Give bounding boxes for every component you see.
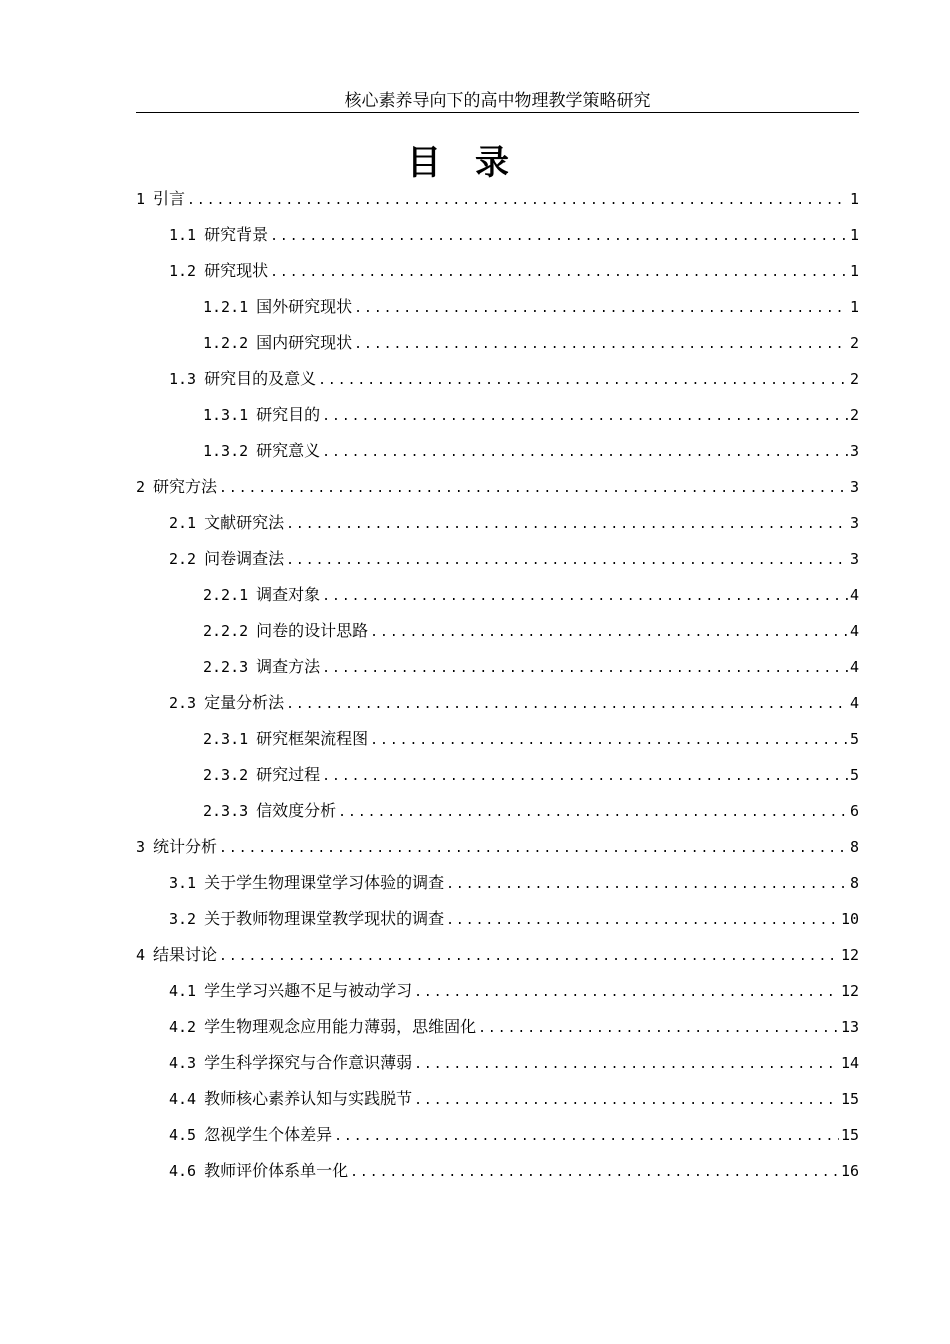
toc-entry-number: 2 <box>136 478 146 496</box>
header-rule <box>136 112 859 113</box>
toc-entry-page-number: 6 <box>849 802 859 820</box>
toc-entry-number: 3.2 <box>169 910 197 928</box>
toc-entry[interactable] <box>136 793 859 829</box>
toc-entry[interactable] <box>136 865 859 901</box>
dot-leader <box>322 651 848 687</box>
dot-leader <box>350 1155 839 1191</box>
dot-leader <box>322 435 848 471</box>
toc-entry-page-number: 4 <box>849 694 859 712</box>
toc-entry-label: 学生科学探究与合作意识薄弱 <box>204 1053 413 1072</box>
toc-entry[interactable] <box>136 217 859 253</box>
dot-leader <box>219 939 839 975</box>
toc-entry-label: 学生学习兴趣不足与被动学习 <box>204 981 413 1000</box>
dot-leader <box>219 471 848 507</box>
table-of-contents <box>136 181 859 1189</box>
page-title: 目录 <box>407 143 543 183</box>
toc-entry-page-number: 5 <box>849 766 859 784</box>
toc-entry[interactable] <box>136 937 859 973</box>
toc-entry-number: 1.3.2 <box>203 442 249 460</box>
toc-entry-page-number: 15 <box>840 1090 859 1108</box>
toc-entry-page-number: 1 <box>849 190 859 208</box>
toc-entry-label: 教师核心素养认知与实践脱节 <box>204 1089 413 1108</box>
dot-leader <box>478 1011 839 1047</box>
dot-leader <box>187 183 848 219</box>
toc-entry-page-number: 10 <box>840 910 859 928</box>
toc-entry-label: 文献研究法 <box>204 513 285 532</box>
toc-entry-label: 研究过程 <box>256 765 321 784</box>
toc-entry[interactable] <box>136 325 859 361</box>
toc-entry[interactable] <box>136 1045 859 1081</box>
toc-entry-label: 统计分析 <box>153 837 218 856</box>
toc-entry-page-number: 2 <box>849 370 859 388</box>
toc-entry-number: 2.2.3 <box>203 658 249 676</box>
toc-entry-number: 2.2 <box>169 550 197 568</box>
toc-entry-number: 2.1 <box>169 514 197 532</box>
toc-entry[interactable] <box>136 1117 859 1153</box>
toc-entry-label: 研究框架流程图 <box>256 729 369 748</box>
toc-entry-number: 1.2 <box>169 262 197 280</box>
toc-entry-label: 学生物理观念应用能力薄弱，思维固化 <box>204 1017 477 1036</box>
toc-entry-number: 2.2.2 <box>203 622 249 640</box>
toc-entry-number: 2.2.1 <box>203 586 249 604</box>
toc-entry-page-number: 16 <box>840 1162 859 1180</box>
dot-leader <box>446 903 839 939</box>
toc-entry-number: 2.3.3 <box>203 802 249 820</box>
toc-entry-page-number: 1 <box>849 226 859 244</box>
toc-entry[interactable] <box>136 253 859 289</box>
toc-entry[interactable] <box>136 721 859 757</box>
toc-entry-page-number: 12 <box>840 982 859 1000</box>
toc-entry-page-number: 12 <box>840 946 859 964</box>
toc-entry-label: 关于教师物理课堂教学现状的调查 <box>204 909 445 928</box>
toc-entry-number: 4.5 <box>169 1126 197 1144</box>
toc-entry-number: 4.3 <box>169 1054 197 1072</box>
toc-entry[interactable] <box>136 541 859 577</box>
toc-entry-label: 引言 <box>153 189 186 208</box>
dot-leader <box>446 867 848 903</box>
dot-leader <box>354 291 848 327</box>
toc-entry-label: 教师评价体系单一化 <box>204 1161 349 1180</box>
toc-entry[interactable] <box>136 1081 859 1117</box>
toc-entry[interactable] <box>136 469 859 505</box>
dot-leader <box>270 219 848 255</box>
dot-leader <box>286 543 848 579</box>
toc-entry[interactable] <box>136 181 859 217</box>
toc-entry[interactable] <box>136 361 859 397</box>
toc-entry-label: 调查方法 <box>256 657 321 676</box>
toc-entry-page-number: 3 <box>849 442 859 460</box>
toc-entry[interactable] <box>136 757 859 793</box>
toc-entry-number: 1.3 <box>169 370 197 388</box>
running-header: 核心素养导向下的高中物理教学策略研究 <box>344 91 651 111</box>
toc-entry-page-number: 14 <box>840 1054 859 1072</box>
toc-entry-number: 4.2 <box>169 1018 197 1036</box>
toc-entry[interactable] <box>136 649 859 685</box>
toc-entry-page-number: 1 <box>849 298 859 316</box>
dot-leader <box>286 507 848 543</box>
toc-entry-label: 研究背景 <box>204 225 269 244</box>
toc-entry-page-number: 5 <box>849 730 859 748</box>
dot-leader <box>322 759 848 795</box>
toc-entry[interactable] <box>136 829 859 865</box>
toc-entry-page-number: 4 <box>849 622 859 640</box>
toc-entry[interactable] <box>136 397 859 433</box>
toc-entry[interactable] <box>136 577 859 613</box>
toc-entry-number: 1.2.1 <box>203 298 249 316</box>
toc-entry[interactable] <box>136 901 859 937</box>
toc-entry-number: 1.1 <box>169 226 197 244</box>
dot-leader <box>318 363 848 399</box>
toc-entry-page-number: 8 <box>849 838 859 856</box>
toc-entry-page-number: 2 <box>849 334 859 352</box>
toc-entry-number: 1.2.2 <box>203 334 249 352</box>
toc-entry-number: 4.4 <box>169 1090 197 1108</box>
dot-leader <box>338 795 848 831</box>
toc-entry-number: 4.6 <box>169 1162 197 1180</box>
dot-leader <box>414 1083 839 1119</box>
toc-entry-label: 研究目的及意义 <box>204 369 317 388</box>
toc-entry-label: 国内研究现状 <box>256 333 353 352</box>
toc-entry-label: 问卷调查法 <box>204 549 285 568</box>
dot-leader <box>370 615 848 651</box>
toc-entry-label: 研究目的 <box>256 405 321 424</box>
toc-entry-number: 3.1 <box>169 874 197 892</box>
toc-entry-label: 关于学生物理课堂学习体验的调查 <box>204 873 445 892</box>
toc-entry-number: 4 <box>136 946 146 964</box>
toc-entry-page-number: 13 <box>840 1018 859 1036</box>
toc-entry-label: 结果讨论 <box>153 945 218 964</box>
toc-entry[interactable] <box>136 433 859 469</box>
dot-leader <box>414 1047 839 1083</box>
toc-entry-label: 信效度分析 <box>256 801 337 820</box>
toc-entry[interactable] <box>136 973 859 1009</box>
dot-leader <box>270 255 848 291</box>
toc-entry-page-number: 3 <box>849 514 859 532</box>
toc-entry-number: 4.1 <box>169 982 197 1000</box>
toc-entry-number: 2.3 <box>169 694 197 712</box>
dot-leader <box>286 687 848 723</box>
dot-leader <box>354 327 848 363</box>
toc-entry-label: 忽视学生个体差异 <box>204 1125 333 1144</box>
toc-entry-label: 定量分析法 <box>204 693 285 712</box>
toc-entry-page-number: 4 <box>849 586 859 604</box>
toc-entry-number: 1 <box>136 190 146 208</box>
toc-entry[interactable] <box>136 1009 859 1045</box>
dot-leader <box>334 1119 839 1155</box>
toc-entry[interactable] <box>136 1153 859 1189</box>
toc-entry-page-number: 15 <box>840 1126 859 1144</box>
dot-leader <box>414 975 839 1011</box>
toc-entry-label: 研究意义 <box>256 441 321 460</box>
toc-entry-number: 2.3.2 <box>203 766 249 784</box>
toc-entry-page-number: 3 <box>849 550 859 568</box>
toc-entry-page-number: 2 <box>849 406 859 424</box>
toc-entry[interactable] <box>136 613 859 649</box>
toc-entry-label: 国外研究现状 <box>256 297 353 316</box>
toc-entry-page-number: 4 <box>849 658 859 676</box>
dot-leader <box>370 723 848 759</box>
dot-leader <box>322 579 848 615</box>
toc-entry-number: 3 <box>136 838 146 856</box>
dot-leader <box>322 399 848 435</box>
toc-entry[interactable] <box>136 505 859 541</box>
toc-entry-label: 问卷的设计思路 <box>256 621 369 640</box>
toc-entry-page-number: 1 <box>849 262 859 280</box>
toc-entry-label: 研究方法 <box>153 477 218 496</box>
toc-entry[interactable] <box>136 289 859 325</box>
toc-entry[interactable] <box>136 685 859 721</box>
toc-entry-number: 1.3.1 <box>203 406 249 424</box>
toc-entry-label: 调查对象 <box>256 585 321 604</box>
toc-entry-page-number: 8 <box>849 874 859 892</box>
toc-entry-label: 研究现状 <box>204 261 269 280</box>
toc-entry-number: 2.3.1 <box>203 730 249 748</box>
toc-entry-page-number: 3 <box>849 478 859 496</box>
dot-leader <box>219 831 848 867</box>
